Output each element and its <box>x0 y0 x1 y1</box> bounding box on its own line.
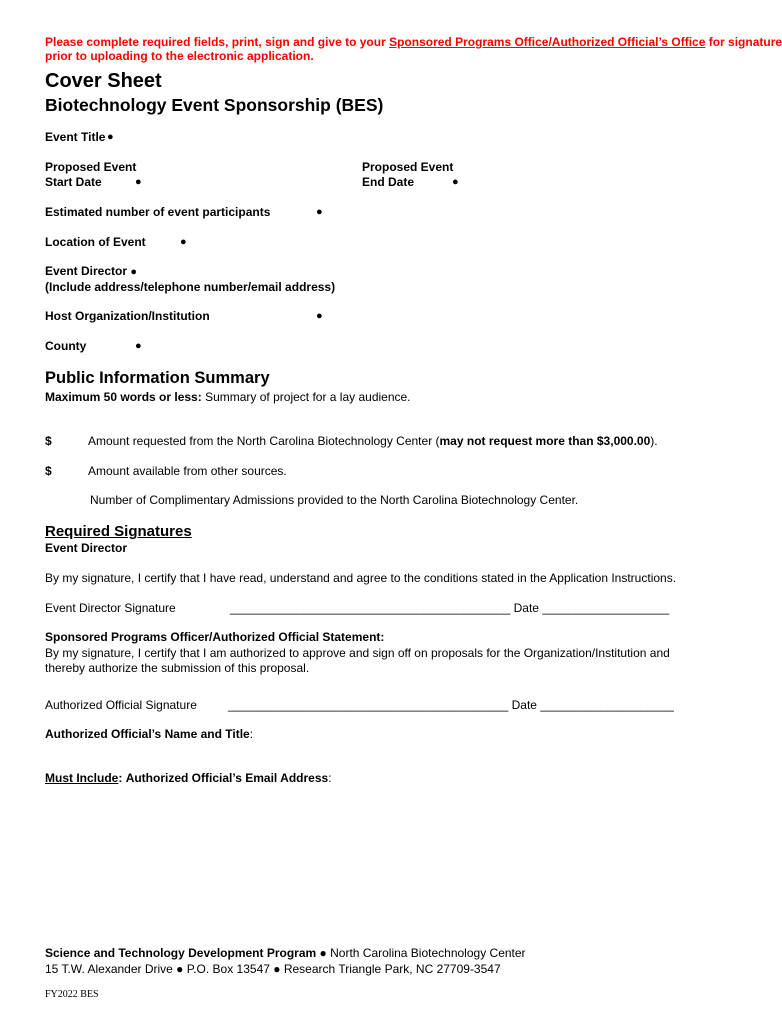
director-signature-label: Event Director Signature <box>45 601 176 615</box>
host-field[interactable]: ● <box>316 310 323 322</box>
public-info-instructions <box>45 390 411 404</box>
must-include-colon: : <box>118 771 123 785</box>
footer-form-id: FY2022 BES <box>45 989 99 1000</box>
participants-field[interactable]: ● <box>316 206 323 218</box>
max-words-text[interactable]: Summary of project for a lay audience. <box>205 390 411 404</box>
official-signature-label: Authorized Official Signature <box>45 698 197 712</box>
event-title-field[interactable]: ● <box>107 131 114 143</box>
instructions-line-2: prior to uploading to the electronic application. <box>45 49 314 63</box>
location-field[interactable]: ● <box>180 236 187 248</box>
required-signatures-title: Required Signatures <box>45 523 192 540</box>
amount-requested-currency[interactable]: $ <box>45 434 52 448</box>
official-email-field[interactable] <box>45 771 332 785</box>
director-signature-line[interactable]: __________________________________________ Date ___________________ <box>230 601 670 615</box>
instructions-suffix: for signature <box>705 35 782 49</box>
official-signature-line[interactable]: __________________________________________ Date ____________________ <box>228 698 674 712</box>
end-date-label-line-2: End Date <box>362 175 415 189</box>
amount-requested-prefix: Amount requested from the North Carolina Biotechnology Center ( <box>88 434 440 448</box>
director-certification-text: By my signature, I certify that I have read, understand and agree to the conditions stated in the Application Instructions. <box>45 571 677 585</box>
sponsored-programs-link[interactable]: Sponsored Programs Office/Authorized Official’s Office <box>389 35 706 49</box>
amount-other-text: Amount available from other sources. <box>88 464 287 478</box>
official-statement-heading: Sponsored Programs Officer/Authorized Official Statement: <box>45 630 385 644</box>
amount-requested-text <box>88 434 658 448</box>
county-field[interactable]: ● <box>135 340 142 352</box>
instructions-line-1 <box>45 35 782 49</box>
end-date-field[interactable]: ● <box>452 176 459 188</box>
must-include-label: Must Include <box>45 771 119 785</box>
director-field[interactable]: ● <box>130 266 138 278</box>
event-title-label: Event Title <box>45 130 106 144</box>
start-date-label-line-1: Proposed Event <box>45 160 137 174</box>
official-email-colon: : <box>328 771 332 785</box>
page-subtitle: Biotechnology Event Sponsorship (BES) <box>45 95 384 115</box>
official-statement-text-1: By my signature, I certify that I am authorized to approve and sign off on proposals for the Organization/Institution and <box>45 646 670 660</box>
footer-program-line <box>45 946 526 960</box>
official-name-title-colon: : <box>249 727 254 741</box>
instructions-prefix: Please complete required fields, print, sign and give to your <box>45 35 390 49</box>
director-label: Event Director <box>45 264 128 278</box>
director-label-line <box>45 264 137 278</box>
page-title: Cover Sheet <box>45 70 162 92</box>
host-label: Host Organization/Institution <box>45 309 210 323</box>
footer-program: Science and Technology Development Program <box>45 946 317 960</box>
amount-other-currency[interactable]: $ <box>45 464 52 478</box>
event-director-heading: Event Director <box>45 541 128 555</box>
director-note: (Include address/telephone number/email address) <box>45 280 336 294</box>
amount-requested-limit: may not request more than $3,000.00 <box>439 434 651 448</box>
max-words-label: Maximum 50 words or less: <box>45 390 202 404</box>
public-info-title: Public Information Summary <box>45 369 270 387</box>
participants-label: Estimated number of event participants <box>45 205 271 219</box>
official-email-label: Authorized Official’s Email Address <box>125 771 329 785</box>
end-date-label-line-1: Proposed Event <box>362 160 454 174</box>
official-name-title-label: Authorized Official’s Name and Title <box>45 727 250 741</box>
location-label: Location of Event <box>45 235 146 249</box>
start-date-field[interactable]: ● <box>135 176 142 188</box>
county-label: County <box>45 339 87 353</box>
footer-center: ● North Carolina Biotechnology Center <box>316 946 526 960</box>
complimentary-admissions-text[interactable]: Number of Complimentary Admissions provided to the North Carolina Biotechnology Center. <box>90 493 579 507</box>
amount-requested-suffix: ). <box>650 434 658 448</box>
official-name-title-field[interactable] <box>45 727 253 741</box>
official-statement-text-2: thereby authorize the submission of this proposal. <box>45 661 310 675</box>
footer-address: 15 T.W. Alexander Drive ● P.O. Box 13547 ● Research Triangle Park, NC 27709-3547 <box>45 962 501 976</box>
start-date-label-line-2: Start Date <box>45 175 102 189</box>
